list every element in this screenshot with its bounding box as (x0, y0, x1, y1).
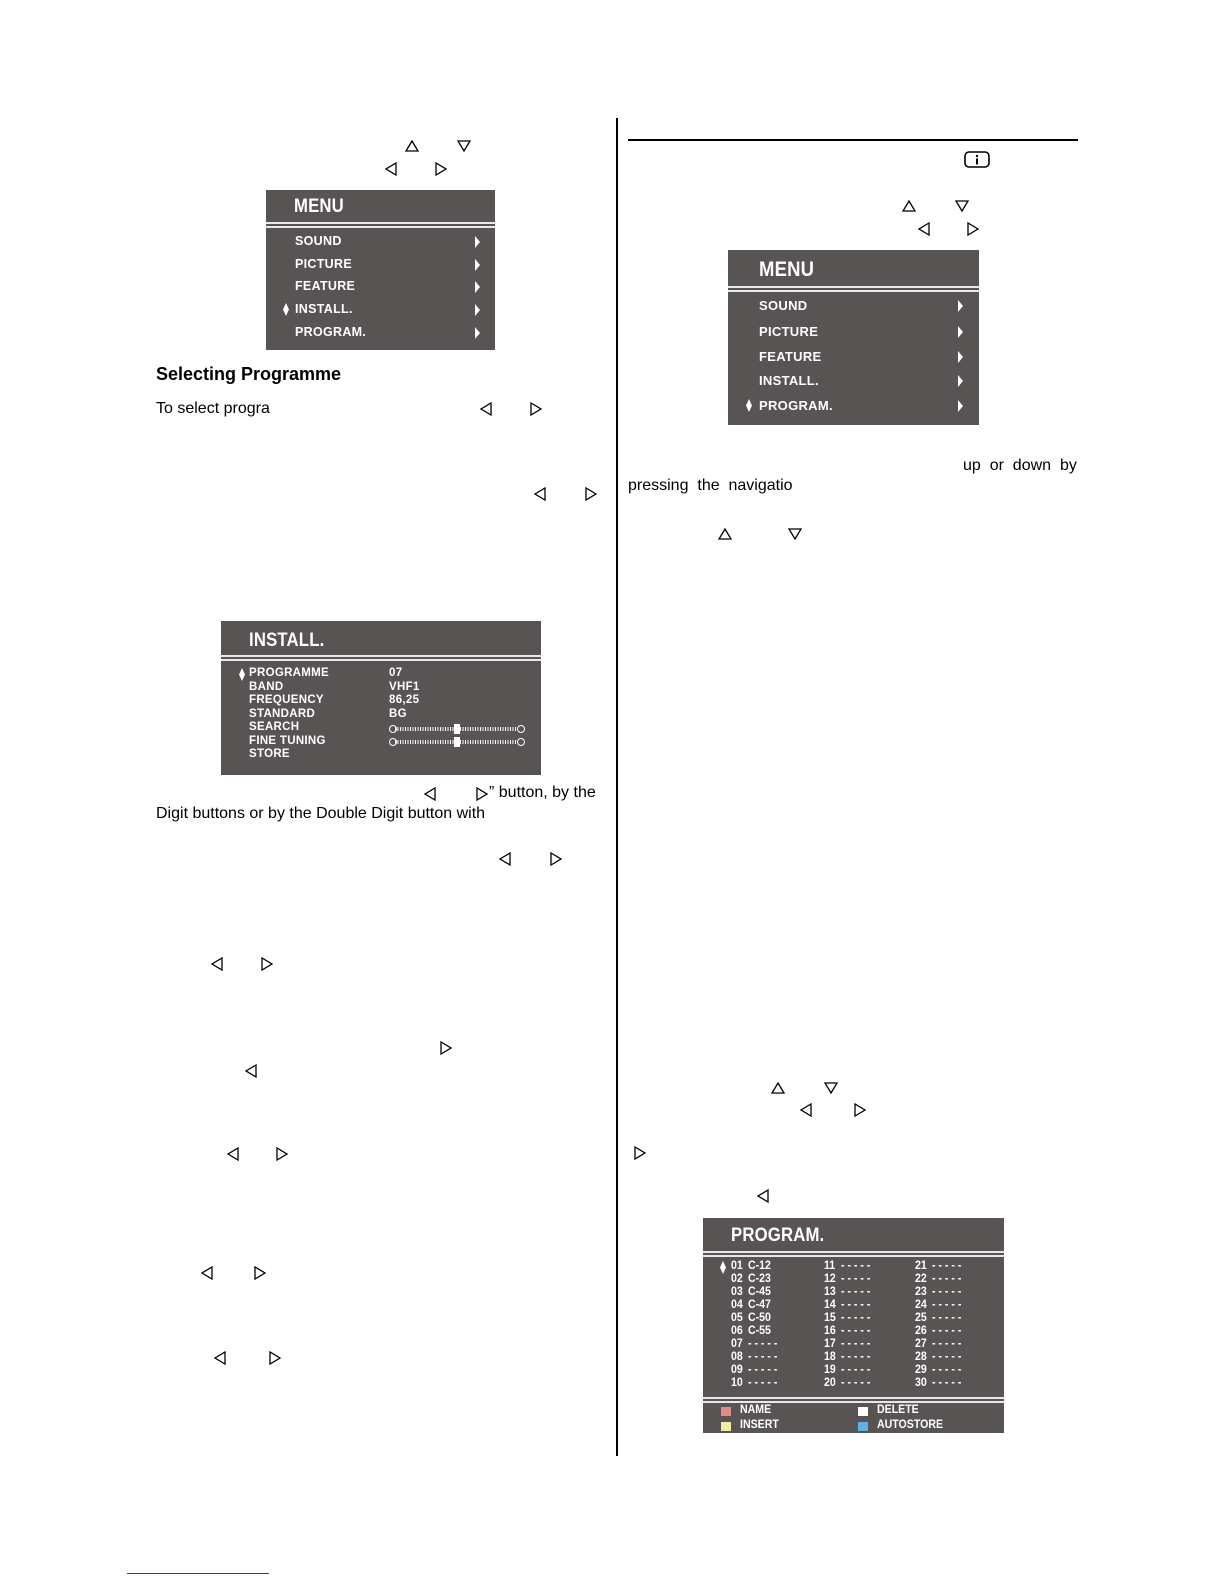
chevron-right-icon (475, 281, 480, 293)
install-label-band[interactable]: BAND (249, 681, 284, 693)
install-label-standard[interactable]: STANDARD (249, 708, 316, 720)
install-label-fine-tuning[interactable]: FINE TUNING (249, 735, 326, 747)
menu-item-sound[interactable]: SOUND (295, 234, 342, 248)
program-entry-number[interactable]: 08 (731, 1351, 743, 1363)
program-entry-name[interactable]: - - - - - (932, 1286, 962, 1298)
chevron-right-icon (958, 400, 963, 412)
program-entry-number[interactable]: 12 (824, 1273, 836, 1285)
triangle-left-icon (799, 1103, 813, 1117)
program-entry-name[interactable]: - - - - - (932, 1260, 962, 1272)
triangle-down-icon (955, 199, 969, 213)
program-entry-number[interactable]: 09 (731, 1364, 743, 1376)
osd-separator (728, 286, 979, 288)
selection-cursor-icon (746, 399, 752, 412)
program-entry-name[interactable]: - - - - - (841, 1351, 871, 1363)
chevron-right-icon (475, 327, 480, 339)
program-entry-name[interactable]: - - - - - (841, 1325, 871, 1337)
info-icon (964, 151, 990, 168)
body-text-digit: Digit buttons or by the Double Digit button with (156, 805, 486, 822)
section-heading: Selecting Programme (156, 364, 342, 384)
program-entry-name[interactable]: - - - - - (841, 1286, 871, 1298)
chevron-right-icon (958, 326, 963, 338)
triangle-right-icon (439, 1041, 453, 1055)
program-entry-name[interactable]: - - - - - (932, 1325, 962, 1337)
chevron-right-icon (958, 375, 963, 387)
program-entry-name[interactable]: - - - - - (748, 1364, 778, 1376)
program-entry-name[interactable]: - - - - - (841, 1273, 871, 1285)
footer-link-underline (127, 1573, 269, 1574)
program-entry-name[interactable]: - - - - - (932, 1351, 962, 1363)
slider-plus-icon (517, 738, 525, 746)
triangle-up-icon (718, 527, 732, 541)
program-entry-number[interactable]: 03 (731, 1286, 743, 1298)
program-title: PROGRAM. (731, 1225, 825, 1246)
program-entry-name[interactable]: - - - - - (932, 1338, 962, 1350)
osd-separator (221, 655, 541, 657)
menu-title: MENU (294, 196, 344, 217)
program-entry-number[interactable]: 27 (915, 1338, 927, 1350)
program-entry-number[interactable]: 30 (915, 1377, 927, 1389)
program-entry-name[interactable]: - - - - - (841, 1377, 871, 1389)
triangle-right-icon (584, 487, 598, 501)
install-label-store[interactable]: STORE (249, 748, 290, 760)
left-menu-osd (266, 190, 495, 350)
chevron-right-icon (958, 300, 963, 312)
program-entry-number[interactable]: 17 (824, 1338, 836, 1350)
column-divider (616, 118, 618, 1456)
program-entry-number[interactable]: 29 (915, 1364, 927, 1376)
selection-cursor-icon (239, 668, 245, 681)
body-text-updown: up or down by (963, 457, 1077, 474)
search-slider-knob[interactable] (454, 724, 460, 734)
program-entry-number[interactable]: 19 (824, 1364, 836, 1376)
install-value-band: VHF1 (389, 681, 420, 693)
program-entry-name[interactable]: - - - - - (841, 1364, 871, 1376)
program-entry-number[interactable]: 26 (915, 1325, 927, 1337)
triangle-right-icon (275, 1147, 289, 1161)
triangle-left-icon (498, 852, 512, 866)
program-entry-name[interactable]: - - - - - (932, 1273, 962, 1285)
fine-tuning-slider[interactable] (389, 738, 525, 746)
program-entry-name[interactable]: C-47 (748, 1299, 771, 1311)
install-value-programme: 07 (389, 667, 403, 679)
body-text-pressing: pressing the navigatio (628, 477, 793, 494)
program-entry-number[interactable]: 20 (824, 1377, 836, 1389)
install-title: INSTALL. (249, 630, 325, 651)
program-entry-name[interactable]: - - - - - (748, 1377, 778, 1389)
osd-separator (728, 290, 979, 292)
menu-item-sound[interactable]: SOUND (759, 298, 808, 313)
white-key-swatch (858, 1407, 868, 1416)
triangle-up-icon (771, 1081, 785, 1095)
install-label-programme[interactable]: PROGRAMME (249, 667, 330, 679)
yellow-key-swatch (721, 1422, 731, 1431)
program-entry-number[interactable]: 22 (915, 1273, 927, 1285)
menu-item-picture[interactable]: PICTURE (759, 324, 819, 339)
program-osd (703, 1218, 1004, 1433)
triangle-down-icon (788, 527, 802, 541)
slider-plus-icon (517, 725, 525, 733)
program-entry-name[interactable]: - - - - - (841, 1260, 871, 1272)
program-entry-name[interactable]: - - - - - (932, 1312, 962, 1324)
triangle-left-icon (210, 957, 224, 971)
body-text-select: To select progra (156, 400, 270, 417)
program-entry-name[interactable]: - - - - - (932, 1299, 962, 1311)
fine-tuning-slider-knob[interactable] (454, 737, 460, 747)
legend-insert[interactable]: INSERT (740, 1419, 779, 1431)
menu-item-program[interactable]: PROGRAM. (295, 325, 367, 339)
chevron-right-icon (475, 259, 480, 271)
chevron-right-icon (958, 351, 963, 363)
program-entry-name[interactable]: - - - - - (841, 1299, 871, 1311)
osd-separator (703, 1255, 1004, 1257)
triangle-down-icon (824, 1081, 838, 1095)
triangle-right-icon (475, 787, 489, 801)
triangle-left-icon (226, 1147, 240, 1161)
program-entry-name[interactable]: C-23 (748, 1273, 771, 1285)
triangle-left-icon (200, 1266, 214, 1280)
program-entry-number[interactable]: 18 (824, 1351, 836, 1363)
osd-separator (266, 226, 495, 228)
program-entry-number[interactable]: 28 (915, 1351, 927, 1363)
osd-separator (703, 1251, 1004, 1253)
osd-separator (703, 1397, 1004, 1399)
triangle-right-icon (260, 957, 274, 971)
program-entry-number[interactable]: 07 (731, 1338, 743, 1350)
triangle-left-icon (213, 1351, 227, 1365)
program-entry-name[interactable]: - - - - - (748, 1351, 778, 1363)
triangle-left-icon (756, 1189, 770, 1203)
menu-item-install[interactable]: INSTALL. (759, 373, 819, 388)
program-entry-name[interactable]: - - - - - (748, 1338, 778, 1350)
program-entry-number[interactable]: 15 (824, 1312, 836, 1324)
install-osd (221, 621, 541, 775)
legend-delete[interactable]: DELETE (877, 1404, 919, 1416)
selection-cursor-icon (720, 1261, 726, 1274)
triangle-left-icon (423, 787, 437, 801)
install-value-standard: BG (389, 708, 407, 720)
triangle-right-icon (268, 1351, 282, 1365)
triangle-right-icon (434, 162, 448, 176)
program-entry-name[interactable]: - - - - - (932, 1364, 962, 1376)
triangle-left-icon (384, 162, 398, 176)
triangle-left-icon (917, 222, 931, 236)
program-entry-number[interactable]: 10 (731, 1377, 743, 1389)
osd-separator (266, 222, 495, 224)
triangle-up-icon (902, 199, 916, 213)
menu-item-picture[interactable]: PICTURE (295, 257, 352, 271)
program-entry-number[interactable]: 21 (915, 1260, 927, 1272)
program-entry-number[interactable]: 25 (915, 1312, 927, 1324)
menu-item-feature[interactable]: FEATURE (759, 349, 822, 364)
triangle-right-icon (853, 1103, 867, 1117)
menu-item-program[interactable]: PROGRAM. (759, 398, 833, 413)
chevron-right-icon (475, 304, 480, 316)
menu-item-install[interactable]: INSTALL. (295, 302, 353, 316)
menu-item-feature[interactable]: FEATURE (295, 279, 356, 293)
program-entry-number[interactable]: 24 (915, 1299, 927, 1311)
legend-name[interactable]: NAME (740, 1404, 772, 1416)
install-label-search[interactable]: SEARCH (249, 721, 300, 733)
triangle-left-icon (479, 402, 493, 416)
program-entry-number[interactable]: 23 (915, 1286, 927, 1298)
triangle-left-icon (244, 1064, 258, 1078)
install-value-frequency: 86,25 (389, 694, 420, 706)
program-entry-name[interactable]: C-12 (748, 1260, 771, 1272)
program-entry-number[interactable]: 13 (824, 1286, 836, 1298)
program-entry-name[interactable]: C-45 (748, 1286, 771, 1298)
program-entry-name[interactable]: C-55 (748, 1325, 771, 1337)
program-entry-name[interactable]: - - - - - (841, 1338, 871, 1350)
program-entry-number[interactable]: 11 (824, 1260, 836, 1272)
osd-separator (703, 1401, 1004, 1403)
program-entry-number[interactable]: 01 (731, 1260, 743, 1272)
program-entry-name[interactable]: - - - - - (841, 1312, 871, 1324)
program-entry-number[interactable]: 05 (731, 1312, 743, 1324)
triangle-left-icon (533, 487, 547, 501)
triangle-up-icon (405, 139, 419, 153)
program-entry-number[interactable]: 16 (824, 1325, 836, 1337)
body-text-button-suffix: ” button, by the (489, 784, 596, 801)
selection-cursor-icon (283, 303, 289, 316)
triangle-right-icon (966, 222, 980, 236)
triangle-right-icon (253, 1266, 267, 1280)
legend-autostore[interactable]: AUTOSTORE (877, 1419, 944, 1431)
program-entry-number[interactable]: 06 (731, 1325, 743, 1337)
install-label-frequency[interactable]: FREQUENCY (249, 694, 324, 706)
triangle-right-icon (633, 1146, 647, 1160)
program-entry-number[interactable]: 02 (731, 1273, 743, 1285)
program-entry-number[interactable]: 04 (731, 1299, 743, 1311)
program-entry-name[interactable]: - - - - - (932, 1377, 962, 1389)
triangle-down-icon (457, 139, 471, 153)
triangle-right-icon (549, 852, 563, 866)
triangle-right-icon (529, 402, 543, 416)
program-entry-number[interactable]: 14 (824, 1299, 836, 1311)
menu-title: MENU (759, 258, 815, 281)
chevron-right-icon (475, 236, 480, 248)
right-menu-osd (728, 250, 979, 425)
osd-separator (221, 659, 541, 661)
program-entry-name[interactable]: C-50 (748, 1312, 771, 1324)
search-slider[interactable] (389, 725, 525, 733)
red-key-swatch (721, 1407, 731, 1416)
section-rule (628, 139, 1078, 141)
blue-key-swatch (858, 1422, 868, 1431)
